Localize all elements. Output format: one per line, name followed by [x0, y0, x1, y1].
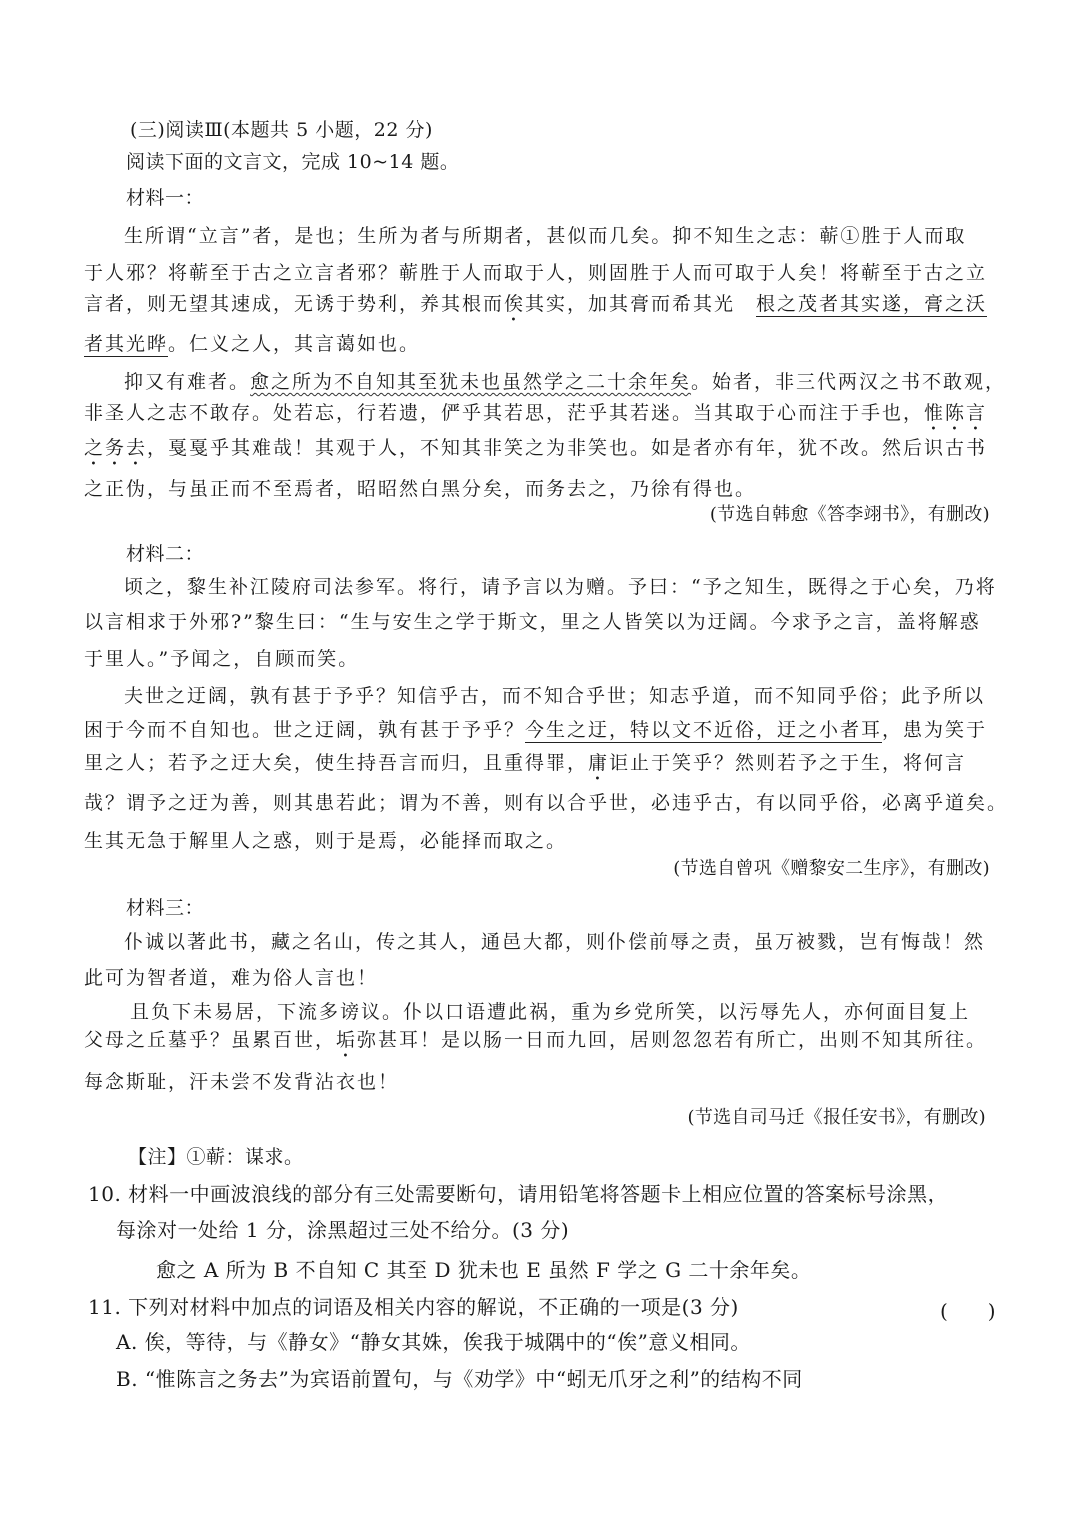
- material-3-label: 材料三：: [126, 897, 205, 919]
- m1-line: 生所谓“立言”者，是也；生所为者与所期者，甚似而几矣。抑不知生之志：蕲①胜于人而取: [124, 225, 967, 247]
- emphasis-word: 垢: [336, 1029, 358, 1051]
- underlined-sentence: 根之茂者其实遂，膏之沃: [756, 293, 988, 315]
- underlined-sentence: 今生之迂，特以文不近俗，迂之小者耳: [525, 719, 883, 741]
- source-citation: (节选自曾巩《赠黎安二生序》，有删改): [673, 858, 990, 879]
- m2-line: 以言相求于外邪?”黎生曰：“生与安生之学于斯文，里之人皆笑以为迂阔。今求予之言，盖将解惑: [84, 611, 981, 633]
- question-10: 10. 材料一中画波浪线的部分有三处需要断句，请用铅笔将答题卡上相应位置的答案标号涂黑，: [88, 1182, 949, 1206]
- question-11-option-a: A. 俟，等待，与《静女》“静女其姝，俟我于城隅中的“俟”意义相同。: [116, 1330, 751, 1354]
- m1-line: 者其光晔。仁义之人，其言蔼如也。: [84, 333, 421, 355]
- footnote: 【注】①蕲：谋求。: [128, 1146, 304, 1168]
- section-header: (三)阅读Ⅲ(本题共 5 小题，22 分): [130, 119, 433, 141]
- material-2-label: 材料二：: [126, 543, 205, 565]
- m1-line: 非圣人之志不敢存。处若忘，行若遗，俨乎其若思，茫乎其若迷。当其取于心而注于手也，惟陈言: [84, 402, 988, 424]
- m3-line: 此可为智者道，难为俗人言也！: [84, 967, 379, 989]
- m2-line: 顷之，黎生补江陵府司法参军。将行，请予言以为赠。予曰：“予之知生，既得之于心矣，乃将: [124, 576, 997, 598]
- m1-line: 之务去，戛戛乎其难哉！其观于人，不知其非笑之为非笑也。如是者亦有年，犹不改。然后识古书: [84, 437, 988, 459]
- m2-line: 困于今而不自知也。世之迂阔，孰有甚于予乎？今生之迂，特以文不近俗，迂之小者耳，患为笑于: [84, 719, 988, 741]
- source-citation: (节选自韩愈《答李翊书》，有删改): [709, 504, 990, 525]
- m3-line: 父母之丘墓乎？虽累百世，垢弥甚耳！是以肠一日而九回，居则忽忽若有所亡，出则不知其所往。: [84, 1029, 988, 1051]
- material-1-label: 材料一：: [126, 187, 205, 209]
- m2-line: 于里人。”予闻之，自顾而笑。: [84, 648, 360, 670]
- answer-parentheses: ( ): [940, 1299, 996, 1323]
- emphasis-word: 俟: [504, 293, 526, 315]
- question-10-cont: 每涂对一处给 1 分，涂黑超过三处不给分。(3 分): [116, 1218, 570, 1242]
- instruction: 阅读下面的文言文，完成 10~14 题。: [126, 151, 460, 173]
- underlined-sentence: 者其光晔: [84, 333, 169, 355]
- m2-line: 里之人；若予之迂大矣，使生持吾言而归，且重得罪，庸讵止于笑乎？然则若予之于生，将何言: [84, 752, 967, 774]
- m2-line: 生其无急于解里人之惑，则于是焉，必能择而取之。: [84, 830, 568, 852]
- question-11: 11. 下列对材料中加点的词语及相关内容的解说，不正确的一项是(3 分): [88, 1295, 739, 1319]
- m3-line: 每念斯耻，汗未尝不发背沾衣也！: [84, 1071, 400, 1093]
- emphasis-word: 庸: [588, 752, 610, 774]
- m1-line: 言者，则无望其速成，无诱于势利，养其根而俟其实，加其膏而希其光 根之茂者其实遂，膏之沃: [84, 293, 988, 315]
- emphasis-word: 之务去: [84, 437, 148, 459]
- source-citation: (节选自司马迁《报任安书》，有删改): [687, 1107, 986, 1128]
- m1-line: 抑又有难者。愈之所为不自知其至犹未也虽然学之二十余年矣。始者，非三代两汉之书不敢观，: [124, 371, 1007, 393]
- m3-line: 且负下未易居，下流多谤议。仆以口语遭此祸，重为乡党所笑，以污辱先人，亦何面目复上: [130, 1001, 971, 1023]
- m1-line: 之正伪，与虽正而不至焉者，昭昭然白黑分矣，而务去之，乃徐有得也。: [84, 478, 757, 500]
- m2-line: 哉？谓予之迂为善，则其患若此；谓为不善，则有以合乎世，必违乎古，有以同乎俗，必离乎道矣。: [84, 792, 1009, 814]
- m1-line: 于人邪？将蕲至于古之立言者邪？蕲胜于人而取于人，则固胜于人而可取于人矣！将蕲至于古之立: [84, 262, 988, 284]
- m3-line: 仆诚以著此书，藏之名山，传之其人，通邑大都，则仆偿前辱之责，虽万被戮，岂有悔哉！然: [124, 931, 986, 953]
- question-10-options: 愈之 A 所为 B 不自知 C 其至 D 犹未也 E 虽然 F 学之 G 二十余年矣。: [156, 1258, 812, 1282]
- wavy-underlined-sentence: 愈之所为不自知其至犹未也虽然学之二十余年矣: [250, 371, 692, 393]
- m2-line: 夫世之迂阔，孰有甚于予乎？知信乎古，而不知合乎世；知志乎道，而不知同乎俗；此予所以: [124, 685, 986, 707]
- emphasis-word: 惟陈言: [924, 402, 988, 424]
- question-11-option-b: B. “惟陈言之务去”为宾语前置句，与《劝学》中“蚓无爪牙之利”的结构不同: [116, 1367, 803, 1391]
